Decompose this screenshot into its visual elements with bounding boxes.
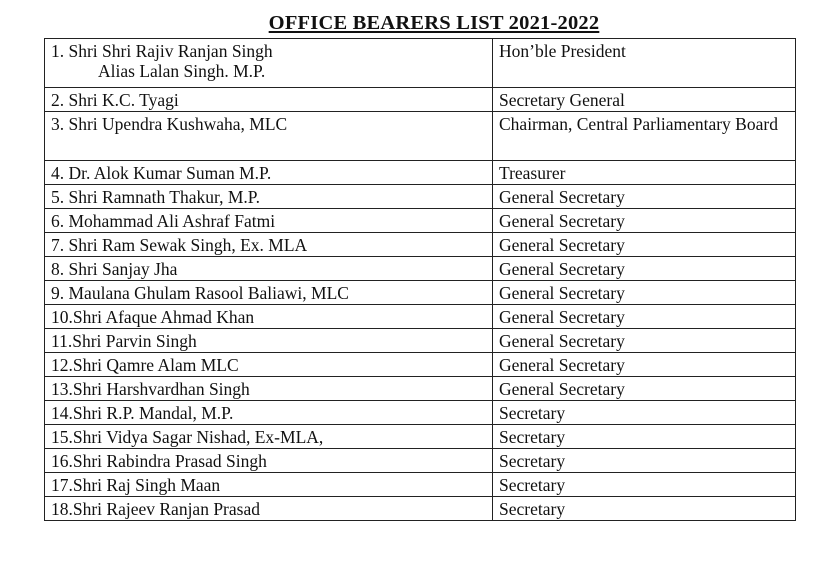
name-cell [45, 329, 493, 353]
post-cell: General Secretary [493, 305, 796, 329]
member-name: Shri K.C. Tyagi [68, 90, 179, 110]
member-name: Shri Vidya Sagar Nishad, Ex-MLA, [72, 427, 324, 447]
name-cell [45, 305, 493, 329]
name-cell [45, 209, 493, 233]
name-cell [45, 185, 493, 209]
table-row [45, 161, 796, 185]
table-row [45, 401, 796, 425]
post-cell: Secretary [493, 497, 796, 521]
name-cell [45, 233, 493, 257]
name-cell [45, 473, 493, 497]
row-number: 18. [51, 499, 73, 519]
post-cell: General Secretary [493, 209, 796, 233]
name-cell [45, 88, 493, 112]
table-row [45, 449, 796, 473]
post-cell: Secretary [493, 473, 796, 497]
row-number: 7. [51, 235, 65, 255]
name-cell [45, 401, 493, 425]
table-row [45, 209, 796, 233]
table-row [45, 39, 796, 88]
member-name: Shri Qamre Alam MLC [72, 355, 239, 375]
row-number: 3. [51, 114, 65, 134]
member-name: Maulana Ghulam Rasool Baliawi, MLC [68, 283, 349, 303]
member-name: Shri Upendra Kushwaha, MLC [68, 114, 288, 134]
table-row [45, 425, 796, 449]
member-name: Shri Shri Rajiv Ranjan Singh [68, 41, 273, 61]
table-row [45, 377, 796, 401]
table-row [45, 233, 796, 257]
table-row [45, 257, 796, 281]
post-cell: Secretary [493, 401, 796, 425]
row-number: 11. [51, 331, 73, 351]
name-cell [45, 39, 493, 88]
member-name: Dr. Alok Kumar Suman M.P. [68, 163, 272, 183]
row-number: 4. [51, 163, 65, 183]
post-cell: Chairman, Central Parliamentary Board [493, 112, 796, 161]
name-cell [45, 161, 493, 185]
office-bearers-table [44, 38, 796, 521]
row-number: 8. [51, 259, 65, 279]
post-cell: General Secretary [493, 353, 796, 377]
member-name: Shri Rabindra Prasad Singh [72, 451, 267, 471]
post-cell: General Secretary [493, 329, 796, 353]
row-number: 14. [51, 403, 73, 423]
member-name: Shri Afaque Ahmad Khan [72, 307, 255, 327]
post-cell: General Secretary [493, 377, 796, 401]
post-cell: General Secretary [493, 257, 796, 281]
post-cell: Secretary [493, 425, 796, 449]
member-name: Shri Parvin Singh [72, 331, 197, 351]
name-cell [45, 112, 493, 161]
table-body [45, 39, 796, 521]
table-row [45, 353, 796, 377]
row-number: 6. [51, 211, 65, 231]
title-text: OFFICE BEARERS LIST 2021-2022 [268, 12, 600, 34]
name-cell [45, 257, 493, 281]
post-cell: Hon’ble President [493, 39, 796, 88]
member-name: Shri Rajeev Ranjan Prasad [72, 499, 260, 519]
member-name: Shri Harshvardhan Singh [72, 379, 250, 399]
row-number: 1. [51, 41, 65, 61]
table-row [45, 305, 796, 329]
table-row [45, 473, 796, 497]
table-row [45, 88, 796, 112]
name-cell [45, 425, 493, 449]
member-name: Shri Ramnath Thakur, M.P. [68, 187, 260, 207]
name-cell [45, 449, 493, 473]
table-row [45, 112, 796, 161]
table-row [45, 185, 796, 209]
member-name: Mohammad Ali Ashraf Fatmi [68, 211, 276, 231]
member-name: Shri R.P. Mandal, M.P. [72, 403, 234, 423]
member-name: Shri Sanjay Jha [68, 259, 178, 279]
post-cell: Secretary [493, 449, 796, 473]
row-number: 16. [51, 451, 73, 471]
row-number: 10. [51, 307, 73, 327]
row-number: 12. [51, 355, 73, 375]
table-row [45, 497, 796, 521]
name-cell [45, 281, 493, 305]
post-cell: General Secretary [493, 233, 796, 257]
post-cell: Secretary General [493, 88, 796, 112]
table-row [45, 281, 796, 305]
name-cell [45, 353, 493, 377]
name-cell [45, 497, 493, 521]
post-cell: General Secretary [493, 281, 796, 305]
member-name-continued: Alias Lalan Singh. M.P. [98, 61, 266, 81]
member-name: Shri Raj Singh Maan [72, 475, 221, 495]
row-number: 15. [51, 427, 73, 447]
row-number: 5. [51, 187, 65, 207]
row-number: 2. [51, 90, 65, 110]
name-cell [45, 377, 493, 401]
row-number: 13. [51, 379, 73, 399]
member-name: Shri Ram Sewak Singh, Ex. MLA [68, 235, 308, 255]
page-title [0, 12, 828, 35]
post-cell: General Secretary [493, 185, 796, 209]
table-row [45, 329, 796, 353]
row-number: 9. [51, 283, 65, 303]
post-cell: Treasurer [493, 161, 796, 185]
row-number: 17. [51, 475, 73, 495]
